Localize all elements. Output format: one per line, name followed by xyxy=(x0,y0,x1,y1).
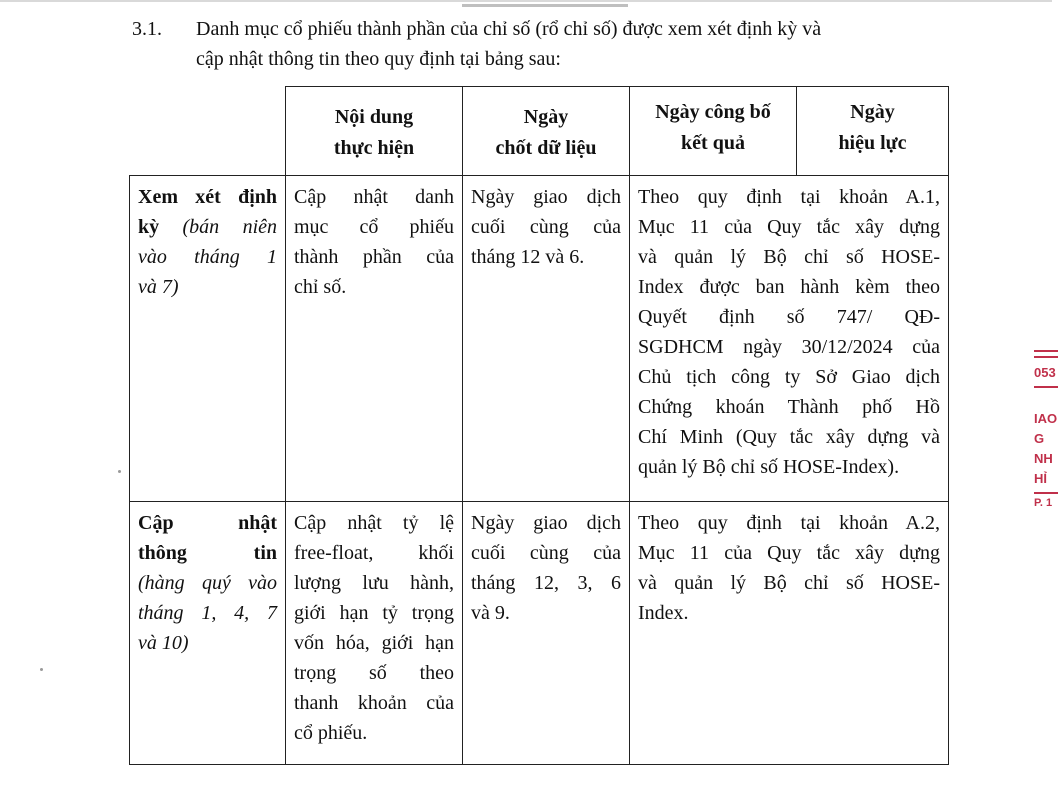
rule-line: Quyết định số 747/ QĐ- xyxy=(638,306,940,328)
stamp-bar xyxy=(1034,350,1058,352)
stamp-text: HỈ xyxy=(1034,471,1047,486)
header-announce-date xyxy=(630,87,797,175)
label-bold-line: kỳ xyxy=(138,216,160,238)
data-date-line: cuối cùng của xyxy=(471,542,621,564)
rule-line: Mục 11 của Quy tắc xây dựng xyxy=(638,216,940,238)
row-data-date-update xyxy=(463,502,630,765)
rule-line: Chủ tịch công ty Sở Giao dịch xyxy=(638,366,940,388)
table-row xyxy=(130,502,949,765)
stamp-text: 053 xyxy=(1034,365,1056,380)
content-line: lượng lưu hành, xyxy=(294,572,454,594)
data-date-line: Ngày giao dịch xyxy=(471,512,621,534)
rule-line: Theo quy định tại khoản A.1, xyxy=(638,186,940,208)
row-label-periodic xyxy=(130,176,286,502)
rule-line: và quản lý Bộ chỉ số HOSE- xyxy=(638,246,940,268)
content-line: thành phần của xyxy=(294,246,454,268)
content-line: thanh khoản của xyxy=(294,692,454,714)
data-date-line: và 9. xyxy=(471,602,510,624)
content-line: chỉ số. xyxy=(294,276,347,298)
rule-line: và quản lý Bộ chỉ số HOSE- xyxy=(638,572,940,594)
content-line: trọng số theo xyxy=(294,662,454,684)
row-rule-update xyxy=(630,502,949,765)
content-line: free-float, khối xyxy=(294,542,454,564)
stamp-text: P. 1 xyxy=(1034,497,1053,509)
label-italic-line: (hàng quý vào xyxy=(138,572,277,594)
label-bold-line: Xem xét định xyxy=(138,186,277,208)
row-rule-periodic xyxy=(630,176,949,502)
content-line: cổ phiếu. xyxy=(294,722,368,744)
header-effective-line-2: hiệu lực xyxy=(838,132,907,154)
intro-text-line-2: cập nhật thông tin theo quy định tại bảng sau: xyxy=(196,48,561,70)
data-date-line: tháng 12, 3, 6 xyxy=(471,572,621,594)
scan-speck xyxy=(118,470,121,473)
header-effective-line-1: Ngày xyxy=(850,101,895,123)
label-bold-line: Cập nhật xyxy=(138,512,277,534)
rule-line: quản lý Bộ chỉ số HOSE-Index). xyxy=(638,456,900,478)
content-line: giới hạn tỷ trọng xyxy=(294,602,454,624)
stamp-bar xyxy=(1034,356,1058,358)
stamp-bar xyxy=(1034,386,1058,388)
label-bold-line: thông tin xyxy=(138,542,277,564)
rule-line: Mục 11 của Quy tắc xây dựng xyxy=(638,542,940,564)
data-date-line: cuối cùng của xyxy=(471,216,621,238)
content-line: Cập nhật tỷ lệ xyxy=(294,512,454,534)
label-italic-line: và 7) xyxy=(138,276,179,298)
section-number: 3.1. xyxy=(132,18,162,40)
label-italic-line: và 10) xyxy=(138,632,189,654)
header-content-line-1: Nội dung xyxy=(334,106,414,128)
intro-text-line-1: Danh mục cổ phiếu thành phần của chỉ số (rổ chỉ số) được xem xét định kỳ và xyxy=(196,18,822,40)
stamp-fragment xyxy=(1028,350,1058,510)
header-data-date-line-1: Ngày xyxy=(523,106,569,128)
scan-mark xyxy=(462,4,628,7)
rule-line: SGDHCM ngày 30/12/2024 của xyxy=(638,336,940,358)
scan-speck xyxy=(40,668,43,671)
stamp-text: NH xyxy=(1034,451,1053,466)
label-italic-line: tháng 1, 4, 7 xyxy=(138,602,277,624)
header-content xyxy=(286,87,463,176)
row-data-date-periodic xyxy=(463,176,630,502)
header-content-line-2: thực hiện xyxy=(333,137,415,159)
data-date-line: tháng 12 và 6. xyxy=(471,246,585,268)
header-date-pair xyxy=(630,87,949,176)
index-review-table xyxy=(129,86,949,765)
data-date-line: Ngày giao dịch xyxy=(471,186,621,208)
header-data-date xyxy=(463,87,630,176)
page-top-edge xyxy=(0,0,1052,2)
row-content-periodic xyxy=(286,176,463,502)
header-effective-date xyxy=(797,87,948,175)
stamp-text: G xyxy=(1034,431,1045,446)
label-italic-line: vào tháng 1 xyxy=(138,246,277,268)
content-line: vốn hóa, giới hạn xyxy=(294,632,454,654)
rule-line: Index được ban hành kèm theo xyxy=(638,276,940,298)
row-label-update xyxy=(130,502,286,765)
rule-line: Theo quy định tại khoản A.2, xyxy=(638,512,940,534)
content-line: Cập nhật danh xyxy=(294,186,454,208)
header-announce-line-1: Ngày công bố xyxy=(655,101,771,123)
table-row xyxy=(130,176,949,502)
label-italic-line: (bán niên xyxy=(182,216,277,238)
header-empty-cell xyxy=(130,87,286,176)
header-announce-line-2: kết quả xyxy=(681,132,745,154)
table-header-row xyxy=(130,87,949,176)
row-content-update xyxy=(286,502,463,765)
rule-line: Index. xyxy=(638,602,689,624)
stamp-text: IAO xyxy=(1034,411,1058,426)
rule-line: Chí Minh (Quy tắc xây dựng và xyxy=(638,426,940,448)
rule-line: Chứng khoán Thành phố Hồ xyxy=(638,396,940,418)
header-data-date-line-2: chốt dữ liệu xyxy=(495,137,597,159)
content-line: mục cổ phiếu xyxy=(294,216,454,238)
